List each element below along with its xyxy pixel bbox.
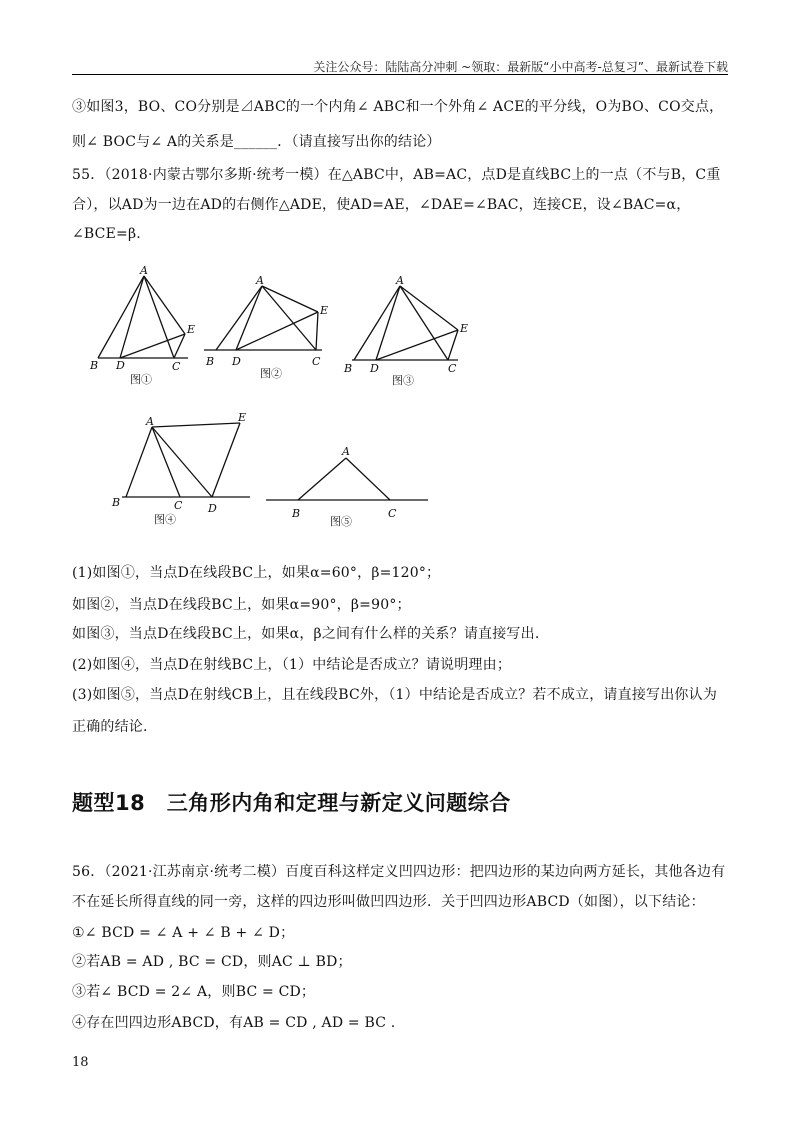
figure-3 (340, 262, 475, 392)
text-line-3: 55．（2018·内蒙古鄂尔多斯·统考一模）在△ABC中，AB=AC，点D是直线BC上的一点（不与B，C重 (72, 167, 721, 183)
fig3-label-e: E (460, 322, 469, 335)
question-2: (2)如图④，当点D在射线BC上，（1）中结论是否成立？请说明理由； (72, 657, 512, 673)
fig2-label-e: E (320, 304, 329, 317)
page-number: 18 (72, 1055, 89, 1070)
fig2-label-d: D (232, 355, 241, 368)
q56-line-4: ②若AB = AD , BC = CD，则AC ⊥ BD； (72, 954, 352, 970)
text-line-2: 则∠ BOC与∠ A的关系是______．（请直接写出你的结论） (72, 134, 441, 150)
fig1-label-e: E (187, 323, 196, 336)
figure-4 (108, 405, 268, 530)
text-line-1: ③如图3，BO、CO分别是⊿ABC的一个内角∠ ABC和一个外角∠ ACE的平分线，O为BO、CO交点， (72, 99, 724, 115)
fig4-label-d: D (208, 502, 217, 515)
fig4-label-a: A (146, 415, 154, 428)
header-rule (72, 74, 728, 75)
q56-line-6: ④存在凹四边形ABCD，有AB = CD , AD = BC . (72, 1015, 396, 1031)
fig5-caption: 图⑤ (330, 515, 352, 528)
fig5-label-b: B (292, 507, 301, 520)
figure-2 (196, 262, 346, 392)
fig5-label-c: C (388, 507, 397, 520)
fig4-label-c: C (174, 499, 183, 512)
q56-line-2: 不在延长所得直线的同一旁，这样的四边形叫做凹四边形．关于凹四边形ABCD（如图），以下结论： (72, 894, 705, 910)
fig3-label-c: C (448, 362, 457, 375)
fig2-label-a: A (256, 274, 264, 287)
fig1-label-a: A (140, 264, 148, 277)
fig2-caption: 图② (260, 367, 282, 380)
fig2-label-c: C (312, 355, 321, 368)
question-3-cont: 正确的结论. (72, 719, 148, 735)
figure-5 (262, 440, 434, 535)
fig1-label-c: C (172, 360, 181, 373)
fig4-label-b: B (112, 496, 121, 509)
fig3-label-a: A (396, 274, 404, 287)
fig5-label-a: A (342, 445, 350, 458)
fig4-label-e: E (238, 411, 247, 424)
fig2-label-b: B (206, 355, 215, 368)
fig1-caption: 图① (130, 373, 152, 386)
question-1c: 如图③，当点D在线段BC上，如果α，β之间有什么样的关系？请直接写出. (72, 626, 540, 642)
fig1-label-b: B (90, 359, 99, 372)
question-3: (3)如图⑤，当点D在射线CB上，且在线段BC外，（1）中结论是否成立？若不成立，请直接写出你认为 (72, 687, 718, 703)
fig1-label-d: D (116, 359, 125, 372)
fig3-label-b: B (344, 362, 353, 375)
text-line-5: ∠BCE=β. (72, 226, 141, 242)
q56-line-3: ①∠ BCD = ∠ A + ∠ B + ∠ D； (72, 925, 295, 941)
page-header: 关注公众号：陆陆高分冲刺 ~领取：最新版“小中高考-总复习”、最新试卷下载 (313, 60, 728, 74)
q56-line-1: 56．（2021·江苏南京·统考二模）百度百科这样定义凹四边形：把四边形的某边向两方延长，其他各边有 (72, 864, 726, 880)
question-1b: 如图②，当点D在线段BC上，如果α=90°，β=90°； (72, 597, 411, 613)
q56-line-5: ③若∠ BCD = 2∠ A，则BC = CD； (72, 984, 316, 1000)
fig4-caption: 图④ (154, 513, 176, 526)
question-1: (1)如图①，当点D在线段BC上，如果α=60°，β=120°； (72, 565, 441, 581)
fig3-label-d: D (370, 362, 379, 375)
text-line-4: 合），以AD为一边在AD的右侧作△ADE，使AD=AE，∠DAE=∠BAC，连接CE，设∠BAC=α， (72, 197, 691, 213)
fig3-caption: 图③ (392, 374, 414, 387)
section-heading: 题型18 三角形内角和定理与新定义问题综合 (72, 791, 511, 815)
figure-1 (88, 262, 208, 392)
